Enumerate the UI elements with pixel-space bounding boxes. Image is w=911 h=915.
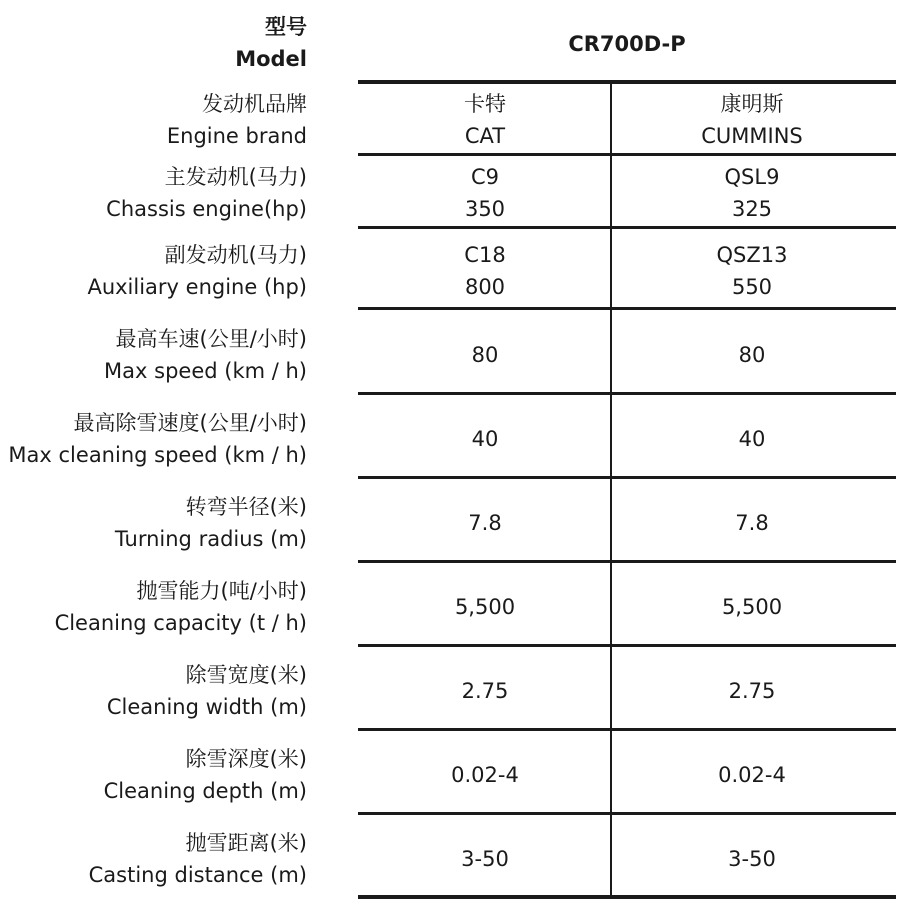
cell-cleaning-capacity-1: 5,500 bbox=[454, 595, 516, 619]
header-divider bbox=[358, 80, 896, 84]
row-divider bbox=[358, 560, 896, 563]
row-label-max-speed: 最高车速(公里/小时) Max speed (km / h) bbox=[104, 327, 307, 383]
cell-engine-brand-cat: 卡特 CAT bbox=[464, 92, 506, 148]
row-divider bbox=[358, 392, 896, 395]
column-divider bbox=[610, 82, 612, 898]
cell-cleaning-depth-1: 0.02-4 bbox=[451, 763, 519, 787]
row-label-cleaning-width: 除雪宽度(米) Cleaning width (m) bbox=[106, 663, 307, 719]
row-label-auxiliary-engine: 副发动机(马力) Auxiliary engine (hp) bbox=[87, 243, 307, 299]
row-label-cleaning-capacity: 抛雪能力(吨/小时) Cleaning capacity (t / h) bbox=[54, 579, 307, 635]
row-divider bbox=[358, 812, 896, 815]
row-divider bbox=[358, 476, 896, 479]
cell-chassis-engine-2: QSL9 325 bbox=[724, 165, 780, 221]
row-divider bbox=[358, 307, 896, 310]
cell-cleaning-depth-2: 0.02-4 bbox=[718, 763, 786, 787]
row-divider bbox=[358, 644, 896, 647]
row-divider bbox=[358, 226, 896, 229]
row-divider bbox=[358, 153, 896, 156]
model-label-cn: 型号 bbox=[265, 15, 307, 39]
row-label-engine-brand: 发动机品牌 Engine brand bbox=[166, 92, 307, 148]
cell-chassis-engine-1: C9 350 bbox=[464, 165, 506, 221]
cell-max-cleaning-speed-2: 40 bbox=[738, 427, 766, 451]
cell-turning-radius-1: 7.8 bbox=[468, 511, 502, 535]
cell-engine-brand-cummins: 康明斯 CUMMINS bbox=[701, 92, 803, 148]
cell-cleaning-capacity-2: 5,500 bbox=[721, 595, 783, 619]
model-name: CR700D-P bbox=[568, 32, 686, 56]
cell-casting-distance-2: 3-50 bbox=[728, 847, 776, 871]
cell-max-speed-2: 80 bbox=[738, 343, 766, 367]
cell-auxiliary-engine-2: QSZ13 550 bbox=[716, 243, 788, 299]
row-label-turning-radius: 转弯半径(米) Turning radius (m) bbox=[114, 495, 307, 551]
cell-max-speed-1: 80 bbox=[471, 343, 499, 367]
cell-auxiliary-engine-1: C18 800 bbox=[464, 243, 506, 299]
cell-turning-radius-2: 7.8 bbox=[735, 511, 769, 535]
row-label-cleaning-depth: 除雪深度(米) Cleaning depth (m) bbox=[103, 747, 307, 803]
row-label-casting-distance: 抛雪距离(米) Casting distance (m) bbox=[88, 831, 307, 887]
model-label-en: Model bbox=[235, 47, 307, 71]
cell-max-cleaning-speed-1: 40 bbox=[471, 427, 499, 451]
model-label bbox=[0, 11, 307, 75]
row-divider bbox=[358, 728, 896, 731]
row-label-chassis-engine: 主发动机(马力) Chassis engine(hp) bbox=[106, 165, 307, 221]
row-label-max-cleaning-speed: 最高除雪速度(公里/小时) Max cleaning speed (km / h) bbox=[8, 411, 307, 467]
table-bottom-border bbox=[358, 895, 896, 899]
cell-cleaning-width-2: 2.75 bbox=[728, 679, 776, 703]
cell-casting-distance-1: 3-50 bbox=[461, 847, 509, 871]
cell-cleaning-width-1: 2.75 bbox=[461, 679, 509, 703]
